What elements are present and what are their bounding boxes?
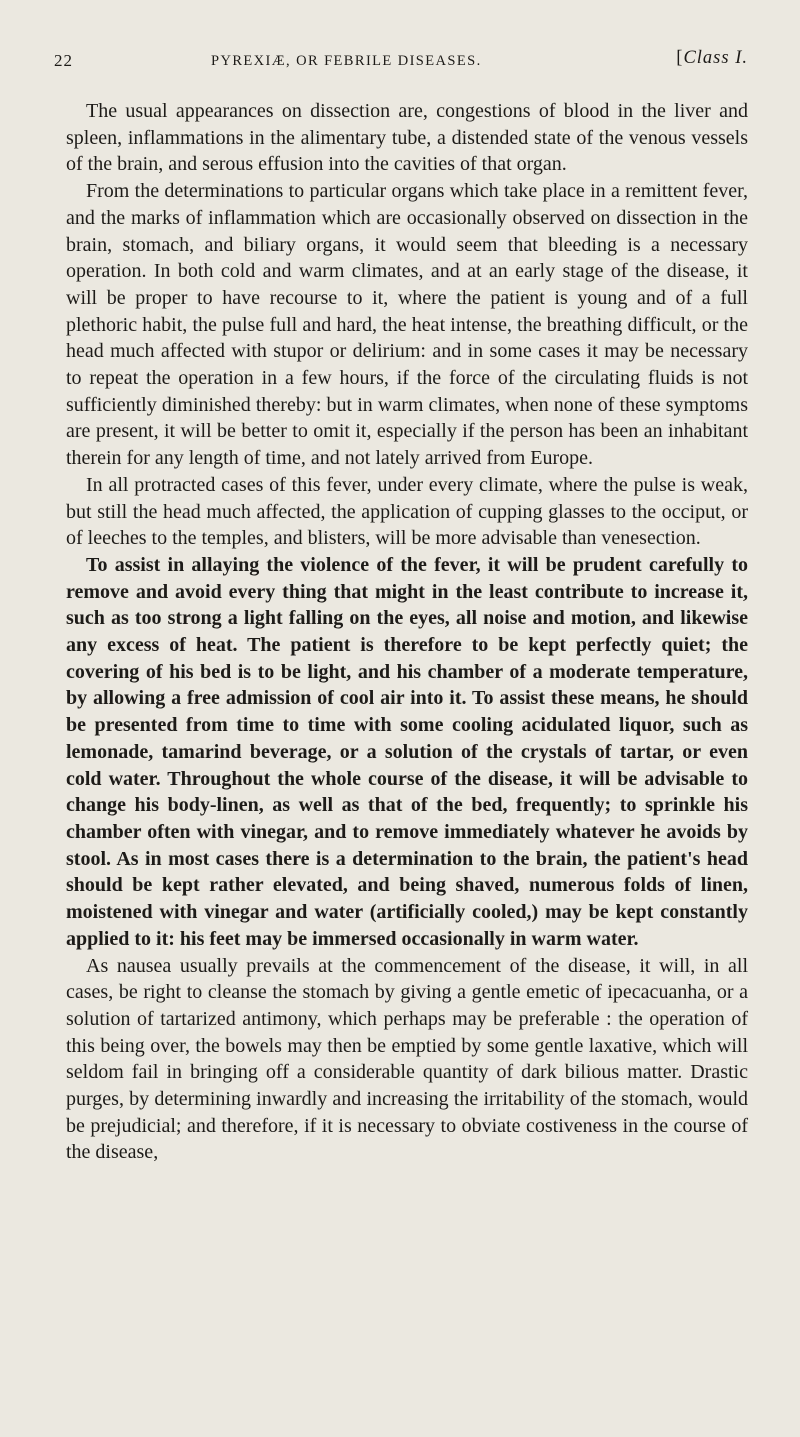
paragraph-nausea: As nausea usually prevails at the commencement of the disease, it will, in all cases, be right to cleanse the stomach by giving a gentle emetic of ipecacuanha, or a solution of tartarized antimony, which perhaps may be preferable : the operation of this being over, the bowels may then be emptied by some gentle laxative, which will seldom fail in bringing off a considerable quantity of dark bilious matter. Drastic purges, by determining inwardly and increasing the irritability of the stomach, would be prejudicial; and therefore, if it is necessary to obviate costiveness in the course of the disease, [66,954,748,1164]
paragraph-allaying-fever: To assist in allaying the violence of the fever, it will be prudent carefully to remove and avoid every thing that might in the least contribute to increase it, such as too strong a light falling on the eyes, all noise and motion, and likewise any excess of heat. The patient is therefore to be kept perfectly quiet; the covering of his bed is to be light, and his chamber of a moderate temperature, by allowing a free admission of cool air into it. To assist these means, he should be presented from time to time with some cooling acidulated liquor, such as lemonade, tamarind beverage, or a solution of the crystals of tartar, or even cold water. Throughout the whole course of the disease, it will be advisable to change his body-linen, as well as that of the bed, frequently; to sprinkle his chamber often with vinegar, and to remove immediately whatever he avoids by stool. As in most cases there is a determination to the brain, the patient's head should be kept rather elevated, and being shaved, numerous folds of linen, moistened with vinegar and water (artificially cooled,) may be kept constantly applied to it: his feet may be immersed occasionally in warm water. [66,553,748,950]
class-label [676,48,748,69]
running-title: PYREXIÆ, OR FEBRILE DISEASES. [211,53,482,69]
class-bracket: [ [676,48,684,68]
paragraph-protracted-cases: In all protracted cases of this fever, under every climate, where the pulse is weak, but still the head much affected, the application of cupping glasses to the occiput, or of leeches to the temples, and blisters, will be more advisable than venesection. [66,473,748,550]
body-text [66,98,748,1166]
class-word: Class I. [683,48,748,68]
paragraph-dissection: The usual appearances on dissection are, congestions of blood in the liver and spleen, inflammations in the alimentary tube, a distended state of the venous vessels of the brain, and serous effusion into the cavities of that organ. [66,100,748,176]
page-number: 22 [54,51,73,70]
paragraph-bleeding: From the determinations to particular organs which take place in a remittent fever, and the marks of inflammation which are occasionally observed on dissection in the brain, stomach, and biliary organs, it would seem that bleeding is a necessary operation. In both cold and warm climates, and at an early stage of the disease, it will be proper to have recourse to it, where the patient is young and of a full plethoric habit, the pulse full and hard, the heat intense, the breathing difficult, or the head much affected with stupor or delirium: and in some cases it may be necessary to repeat the operation in a few hours, if the force of the circulating fluids is not sufficiently diminished thereby: but in warm climates, when none of these symptoms are present, it will be better to omit it, especially if the person has been an inhabitant therein for any length of time, and not lately arrived from Europe. [66,180,748,470]
running-head [54,28,748,70]
